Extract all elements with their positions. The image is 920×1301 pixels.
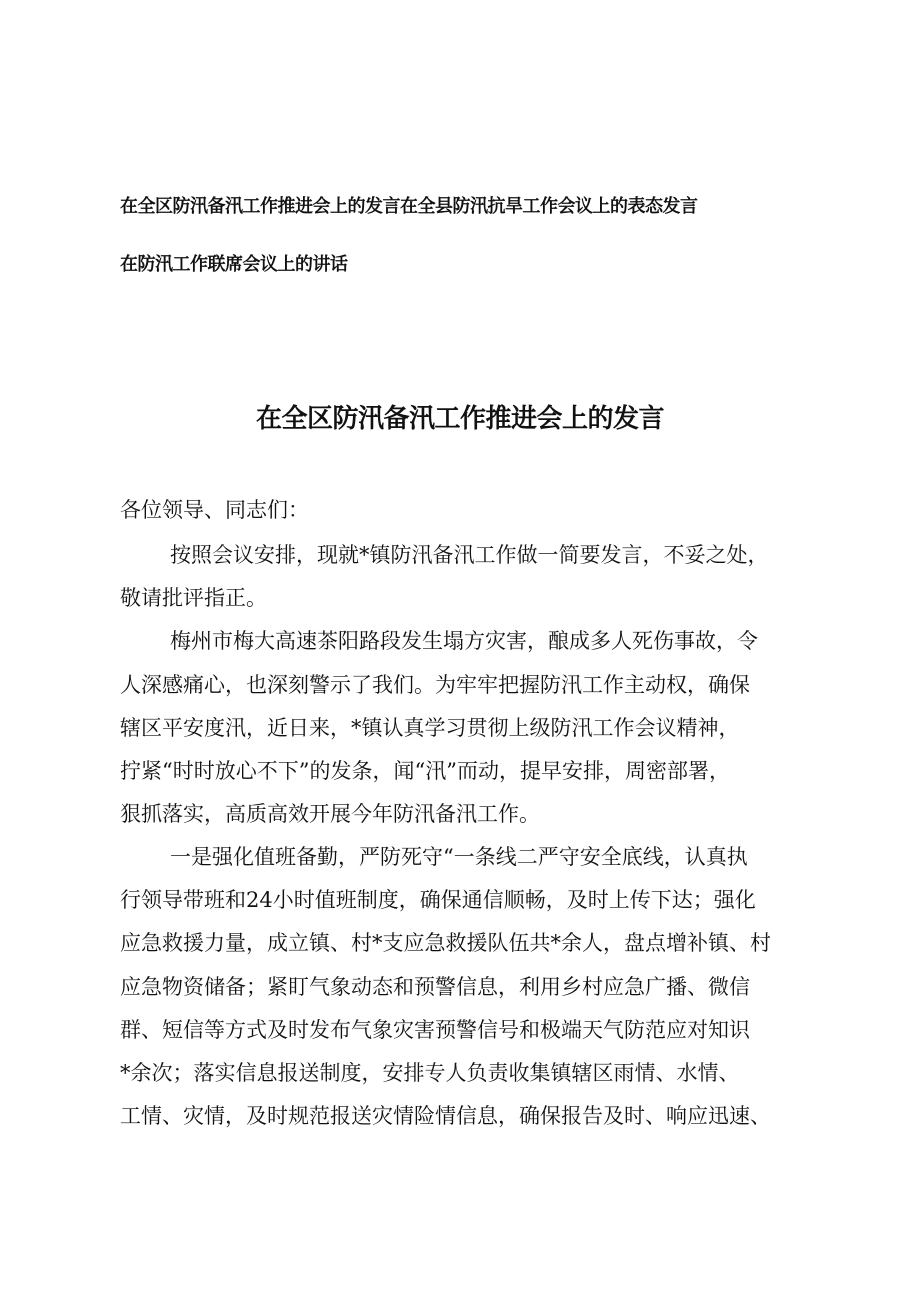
salutation: 各位领导、同志们： <box>120 498 309 522</box>
paragraph-line: 敬请批评指正。 <box>120 586 267 610</box>
paragraph-line: 梅州市梅大高速茶阳路段发生塌方灾害，酿成多人死伤事故，令 <box>170 629 758 653</box>
paragraph-line: 拧紧“时时放心不下”的发条，闻“汛”而动，提早安排，周密部署， <box>120 759 730 783</box>
paragraph-line: 群、短信等方式及时发布气象灾害预警信号和极端天气防范应对知识 <box>120 1018 750 1042</box>
paragraph-line: 一是强化值班备勤，严防死守“一条线二严守安全底线，认真执 <box>170 845 748 869</box>
paragraph-line: 按照会议安排，现就*镇防汛备汛工作做一简要发言，不妥之处， <box>170 543 769 567</box>
document-title: 在全区防汛备汛工作推进会上的发言 <box>255 404 664 434</box>
paragraph-line: 应急救援力量，成立镇、村*支应急救援队伍共*余人，盘点增补镇、村 <box>120 931 771 955</box>
paragraph-line: 辖区平安度汛，近日来，*镇认真学习贯彻上级防汛工作会议精神， <box>120 716 740 740</box>
paragraph-line: 应急物资储备；紧盯气象动态和预警信息，利用乡村应急广播、微信 <box>120 975 750 999</box>
toc-line: 在全区防汛备汛工作推进会上的发言在全县防汛抗旱工作会议上的表态发言 <box>120 196 698 217</box>
paragraph-line: 狠抓落实，高质高效开展今年防汛备汛工作。 <box>120 802 540 826</box>
toc-line: 在防汛工作联席会议上的讲话 <box>120 254 348 275</box>
paragraph-line: 行领导带班和24小时值班制度，确保通信顺畅，及时上传下达；强化 <box>120 888 756 912</box>
paragraph-line: 工情、灾情，及时规范报送灾情险情信息，确保报告及时、响应迅速、 <box>120 1104 771 1128</box>
paragraph-line: 人深感痛心，也深刻警示了我们。为牢牢把握防汛工作主动权，确保 <box>120 673 750 697</box>
paragraph-line: *余次；落实信息报送制度，安排专人负责收集镇辖区雨情、水情、 <box>120 1061 740 1085</box>
